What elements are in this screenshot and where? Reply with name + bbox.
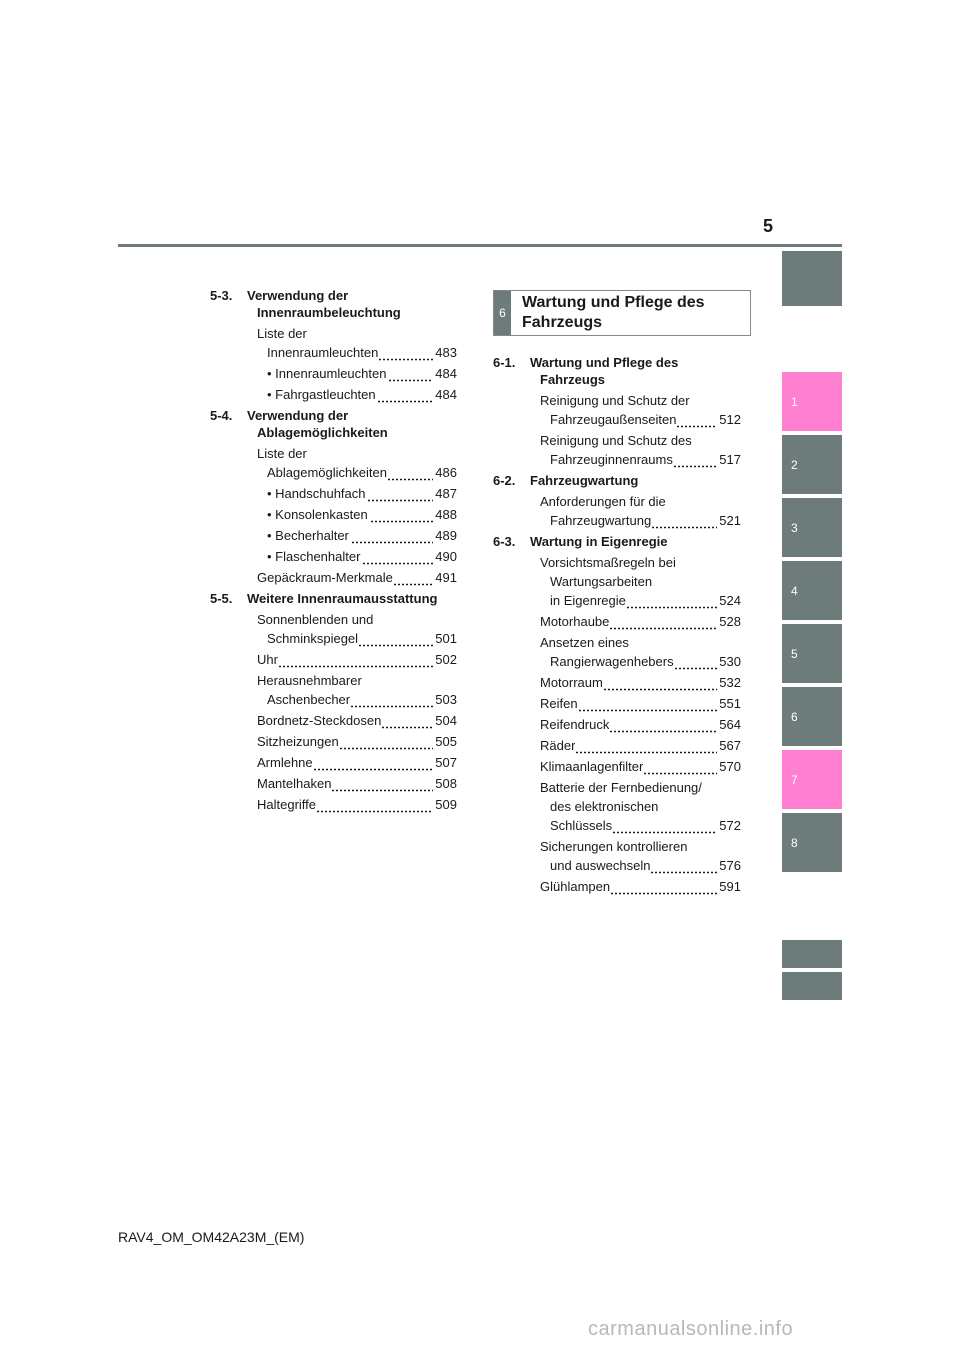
toc-entry[interactable] [493, 592, 741, 609]
toc-entry[interactable] [210, 712, 457, 729]
tab-3[interactable] [782, 498, 842, 557]
dot-leader [393, 574, 433, 586]
toc-entry[interactable] [210, 775, 457, 792]
toc-entry-text: Fahrzeugaußenseiten [550, 412, 677, 427]
dot-leader [387, 469, 433, 481]
toc-entry[interactable] [210, 651, 457, 668]
dot-leader [370, 511, 434, 523]
toc-page-number: 486 [435, 465, 457, 480]
tab-4[interactable] [782, 561, 842, 620]
toc-label: Sonnenblenden und [257, 612, 374, 627]
tab-1[interactable] [782, 372, 842, 431]
toc-entry-text: und auswechseln [550, 858, 651, 873]
toc-entry-text: Fahrzeugwartung [550, 513, 652, 528]
section-number: 5-3. [210, 288, 233, 303]
tab-label: 8 [791, 835, 798, 850]
toc-page-number: 484 [435, 366, 457, 381]
dot-leader [578, 700, 718, 712]
toc-label: Reinigung und Schutz des [540, 433, 692, 448]
toc-entry[interactable] [210, 386, 457, 403]
section-title: Wartung und Pflege des Fahrzeugs [530, 355, 679, 387]
toc-entry[interactable] [210, 796, 457, 813]
toc-entry-text: Bordnetz-Steckdosen [257, 713, 382, 728]
dot-leader [278, 656, 433, 668]
dot-leader [674, 658, 718, 670]
tab-5[interactable] [782, 624, 842, 683]
toc-page-number: 570 [719, 759, 741, 774]
toc-entry[interactable] [210, 485, 457, 502]
toc-label: Vorsichtsmaßregeln bei [540, 555, 676, 570]
section-heading[interactable] [493, 472, 741, 489]
dot-leader [331, 780, 433, 792]
toc-label: Reinigung und Schutz der [540, 393, 690, 408]
toc-entry-text: Klimaanlagenfilter [540, 759, 644, 774]
toc-column-right [493, 354, 741, 899]
toc-page-number: 502 [435, 652, 457, 667]
toc-entry[interactable] [210, 754, 457, 771]
toc-page-number: 524 [719, 593, 741, 608]
dot-leader [610, 883, 717, 895]
toc-entry[interactable] [210, 569, 457, 586]
watermark: carmanualsonline.info [588, 1318, 794, 1340]
toc-entry-text: Uhr [257, 652, 278, 667]
dot-leader [609, 618, 717, 630]
toc-entry[interactable] [493, 512, 741, 529]
toc-label: des elektronischen [550, 799, 659, 814]
toc-page-number: 528 [719, 614, 741, 629]
tab-label: 3 [791, 520, 798, 535]
toc-entry[interactable] [210, 344, 457, 361]
dot-leader [378, 349, 433, 361]
toc-entry[interactable] [210, 548, 457, 565]
tab-label: 6 [791, 709, 798, 724]
toc-label: Ansetzen eines [540, 635, 629, 650]
toc-entry[interactable] [210, 630, 457, 647]
dot-leader [626, 597, 717, 609]
toc-page-number: 564 [719, 717, 741, 732]
section-number: 5-5. [210, 591, 233, 606]
toc-page-number: 503 [435, 692, 457, 707]
toc-entry-text: Reifen [540, 696, 578, 711]
toc-entry-text: Haltegriffe [257, 797, 317, 812]
toc-entry-text: Fahrzeuginnenraums [550, 452, 673, 467]
tab-blank-top[interactable] [782, 251, 842, 306]
tab-8[interactable] [782, 813, 842, 872]
toc-entry-text: Sitzheizungen [257, 734, 339, 749]
section-title: Verwendung der Innenraumbeleuchtung [247, 288, 401, 320]
dot-leader [381, 717, 433, 729]
toc-page-number: 505 [435, 734, 457, 749]
section-number: 6-3. [493, 534, 516, 549]
tab-label: 4 [791, 583, 798, 598]
toc-page-number: 517 [719, 452, 741, 467]
section-heading[interactable] [210, 287, 457, 321]
section-number: 6-1. [493, 355, 516, 370]
dot-leader [575, 742, 717, 754]
toc-label: Liste der [257, 446, 307, 461]
toc-entry-text: • Fahrgastleuchten [267, 387, 376, 402]
toc-page-number: 508 [435, 776, 457, 791]
toc-entry-text: • Handschuhfach [267, 486, 366, 501]
toc-entry-text: Motorraum [540, 675, 603, 690]
toc-page-number: 572 [719, 818, 741, 833]
header-rule [118, 244, 842, 247]
toc-entry-text: Motorhaube [540, 614, 610, 629]
toc-entry-text: Armlehne [257, 755, 313, 770]
section-heading[interactable] [493, 354, 741, 388]
toc-entry[interactable] [493, 613, 741, 630]
toc-entry-text: • Flaschenhalter [267, 549, 361, 564]
tab-6[interactable] [782, 687, 842, 746]
tab-label: 7 [791, 772, 798, 787]
toc-page-number: 532 [719, 675, 741, 690]
toc-entry-text: Rangierwagenhebers [550, 654, 674, 669]
toc-entry-text: Ablagemöglichkeiten [267, 465, 387, 480]
toc-entry-text: Reifendruck [540, 717, 610, 732]
tab-7[interactable] [782, 750, 842, 809]
toc-entry-text: in Eigenregie [550, 593, 626, 608]
section-heading[interactable] [210, 590, 457, 607]
section-title: Wartung in Eigenregie [530, 534, 668, 549]
toc-label: Liste der [257, 326, 307, 341]
toc-entry-text: • Konsolenkasten [267, 507, 368, 522]
toc-entry-text: • Becherhalter [267, 528, 349, 543]
dot-leader [609, 721, 717, 733]
dot-leader [377, 391, 433, 403]
toc-page-number: 512 [719, 412, 741, 427]
section-title: Weitere Innenraumausstattung [247, 591, 438, 606]
toc-page-number: 484 [435, 387, 457, 402]
toc-entry-text: Schlüssels [550, 818, 613, 833]
toc-entry[interactable] [210, 464, 457, 481]
toc-label: Herausnehmbarer [257, 673, 362, 688]
toc-page-number: 576 [719, 858, 741, 873]
toc-page-number: 530 [719, 654, 741, 669]
section-number: 6-2. [493, 473, 516, 488]
chapter-header [493, 290, 751, 336]
toc-entry[interactable] [493, 817, 741, 834]
dot-leader [676, 416, 717, 428]
toc-page-number: 591 [719, 879, 741, 894]
toc-entry[interactable] [493, 451, 741, 468]
dot-leader [362, 553, 433, 565]
toc-page-number: 551 [719, 696, 741, 711]
section-title: Verwendung der Ablagemöglichkeiten [247, 408, 388, 440]
toc-column-left [210, 287, 457, 817]
dot-leader [388, 370, 433, 382]
toc-entry[interactable] [493, 857, 741, 874]
toc-page-number: 509 [435, 797, 457, 812]
toc-entry-text: Aschenbecher [267, 692, 351, 707]
toc-entry[interactable] [493, 758, 741, 775]
toc-entry-text: Glühlampen [540, 879, 611, 894]
toc-page-number: 487 [435, 486, 457, 501]
dot-leader [643, 763, 717, 775]
toc-entry[interactable] [493, 737, 741, 754]
toc-entry[interactable] [210, 691, 457, 708]
toc-entry[interactable] [493, 878, 741, 895]
toc-entry-text: Räder [540, 738, 576, 753]
page-number: 5 [762, 216, 773, 236]
toc-entry[interactable] [210, 527, 457, 544]
toc-page-number: 483 [435, 345, 457, 360]
toc-page-number: 501 [435, 631, 457, 646]
toc-entry[interactable] [493, 716, 741, 733]
dot-leader [358, 635, 433, 647]
section-number: 5-4. [210, 408, 233, 423]
toc-page-number: 489 [435, 528, 457, 543]
dot-leader [350, 696, 433, 708]
section-title: Fahrzeugwartung [530, 473, 639, 488]
toc-page-number: 490 [435, 549, 457, 564]
tab-blank-bottom-2[interactable] [782, 972, 842, 1000]
toc-entry-text: Schminkspiegel [267, 631, 359, 646]
toc-entry[interactable] [493, 411, 741, 428]
section-heading[interactable] [493, 533, 741, 550]
toc-page-number: 491 [435, 570, 457, 585]
toc-entry[interactable] [210, 506, 457, 523]
dot-leader [673, 456, 717, 468]
toc-page-number: 567 [719, 738, 741, 753]
toc-label: Anforderungen für die [540, 494, 666, 509]
dot-leader [339, 738, 434, 750]
toc-page-number: 507 [435, 755, 457, 770]
section-heading[interactable] [210, 407, 457, 441]
dot-leader [313, 759, 434, 771]
dot-leader [651, 517, 717, 529]
dot-leader [650, 862, 717, 874]
toc-page-number: 488 [435, 507, 457, 522]
chapter-title: Wartung und Pflege des Fahrzeugs [522, 294, 705, 331]
dot-leader [351, 532, 434, 544]
toc-entry[interactable] [210, 365, 457, 382]
toc-page-number: 521 [719, 513, 741, 528]
tab-blank-bottom-1[interactable] [782, 940, 842, 968]
toc-entry[interactable] [493, 695, 741, 712]
toc-entry-text: • Innenraumleuchten [267, 366, 387, 381]
toc-entry[interactable] [493, 674, 741, 691]
toc-entry-text: Gepäckraum-Merkmale [257, 570, 393, 585]
toc-entry-text: Innenraumleuchten [267, 345, 379, 360]
dot-leader [612, 822, 717, 834]
toc-entry[interactable] [210, 733, 457, 750]
tab-label: 5 [791, 646, 798, 661]
toc-label: Wartungsarbeiten [550, 574, 653, 589]
toc-entry[interactable] [493, 653, 741, 670]
tab-label: 2 [791, 457, 798, 472]
chapter-number: 6 [494, 291, 511, 335]
tab-2[interactable] [782, 435, 842, 494]
document-code: RAV4_OM_OM42A23M_(EM) [118, 1229, 305, 1245]
dot-leader [367, 490, 433, 502]
toc-page-number: 504 [435, 713, 457, 728]
dot-leader [316, 801, 433, 813]
tab-label: 1 [791, 394, 798, 409]
dot-leader [603, 679, 717, 691]
toc-label: Sicherungen kontrollieren [540, 839, 688, 854]
toc-entry-text: Mantelhaken [257, 776, 332, 791]
toc-label: Batterie der Fernbedienung/ [540, 780, 702, 795]
